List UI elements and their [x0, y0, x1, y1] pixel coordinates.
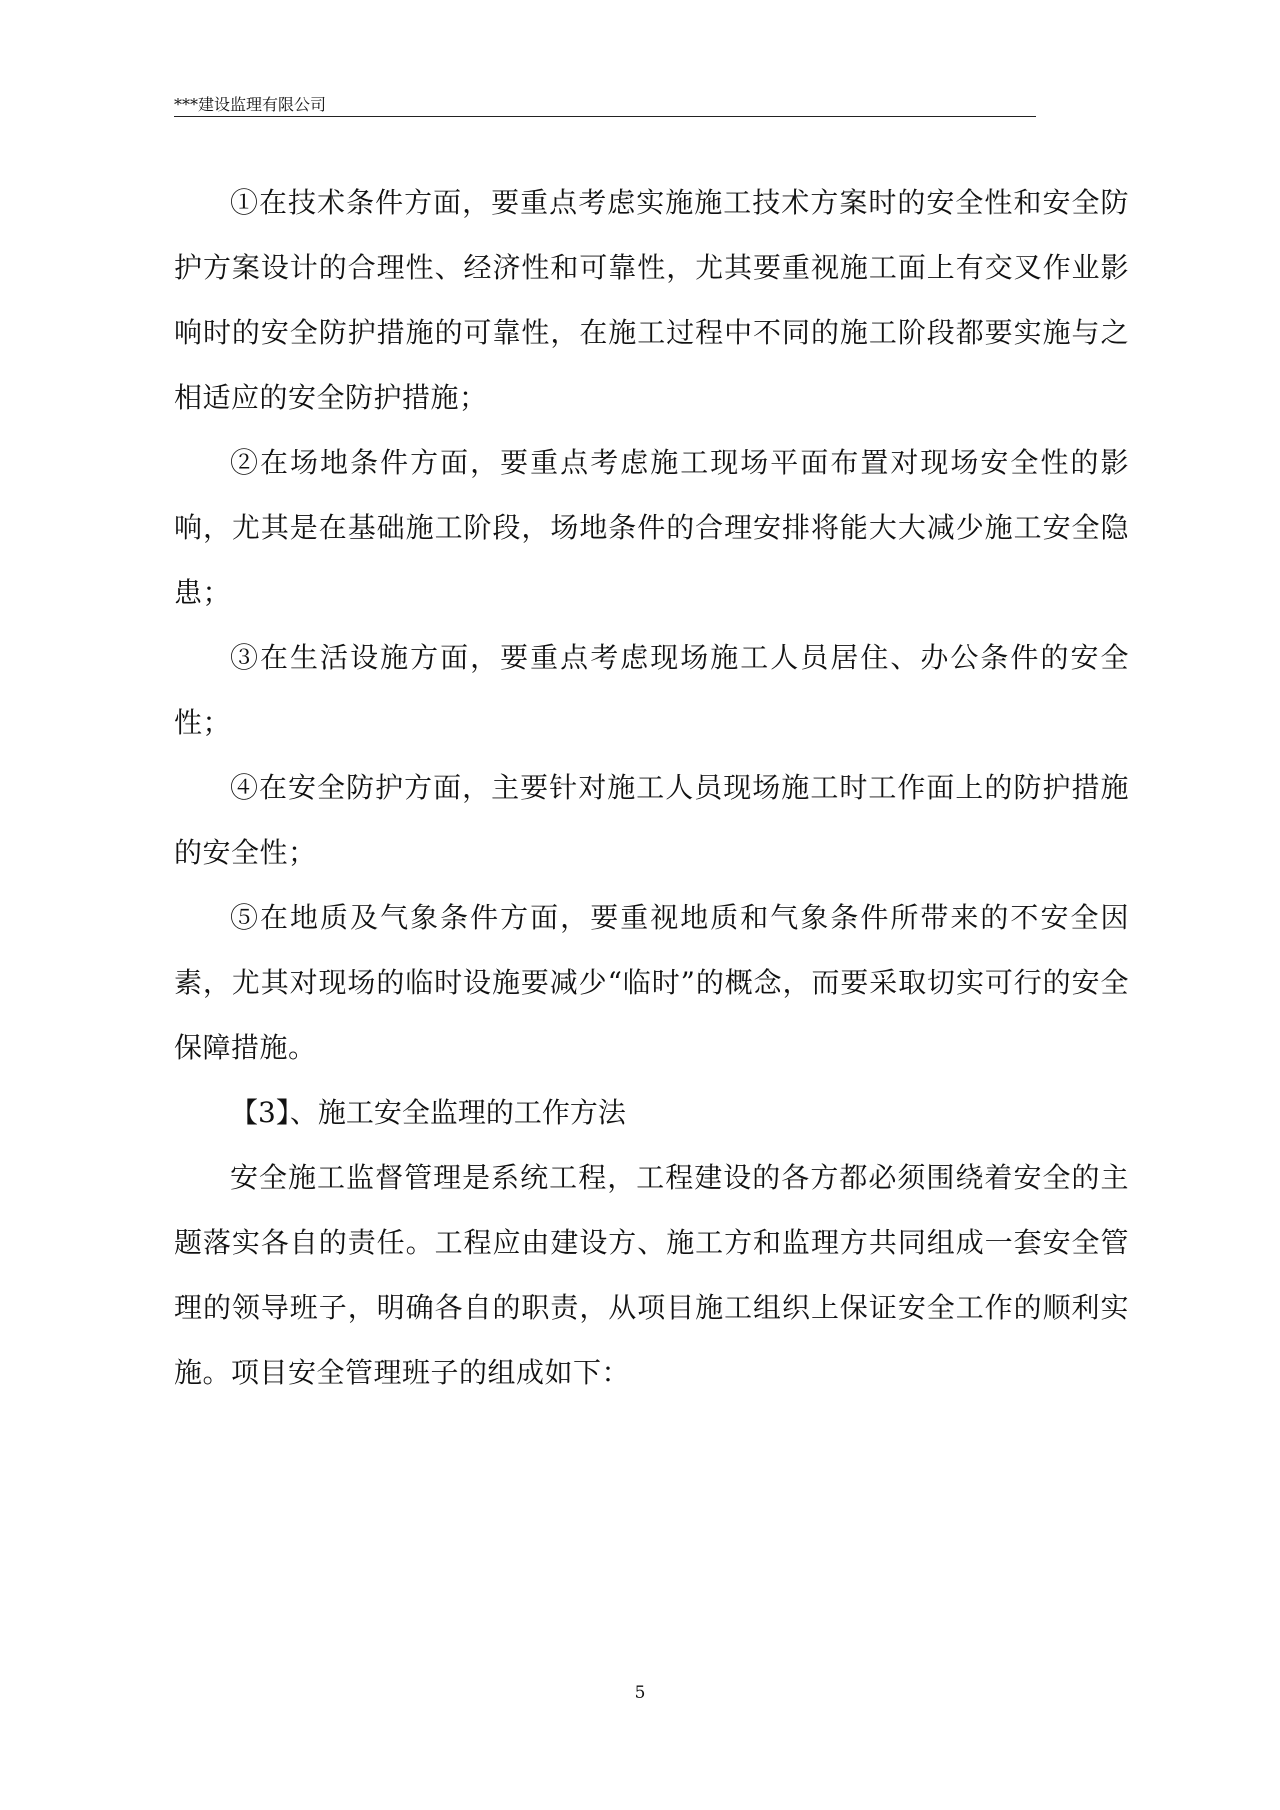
paragraph-geology-weather: ⑤在地质及气象条件方面，要重视地质和气象条件所带来的不安全因素，尤其对现场的临时设施要减少“临时”的概念，而要采取切实可行的安全保障措施。: [174, 901, 1129, 1064]
page-number: 5: [634, 1683, 646, 1703]
company-name: ***建设监理有限公司: [174, 95, 327, 114]
section-heading: 【3】、施工安全监理的工作方法: [230, 1096, 626, 1129]
paragraph-technical-conditions: ①在技术条件方面，要重点考虑实施施工技术方案时的安全性和安全防护方案设计的合理性、经济性和可靠性，尤其要重视施工面上有交叉作业影响时的安全防护措施的可靠性，在施工过程中不同的施工阶段都要实施与之相适应的安全防护措施；: [174, 186, 1129, 414]
document-body: [174, 170, 1129, 1405]
paragraph-site-conditions: ②在场地条件方面，要重点考虑施工现场平面布置对现场安全性的影响，尤其是在基础施工阶段，场地条件的合理安排将能大大减少施工安全隐患；: [174, 446, 1129, 609]
paragraph-work-method: 安全施工监督管理是系统工程，工程建设的各方都必须围绕着安全的主题落实各自的责任。工程应由建设方、施工方和监理方共同组成一套安全管理的领导班子，明确各自的职责，从项目施工组织上保证安全工作的顺利实施。项目安全管理班子的组成如下：: [174, 1161, 1129, 1389]
paragraph-safety-protection: ④在安全防护方面，主要针对施工人员现场施工时工作面上的防护措施的安全性；: [174, 771, 1129, 869]
paragraph-living-facilities: ③在生活设施方面，要重点考虑现场施工人员居住、办公条件的安全性；: [174, 641, 1129, 739]
page-header: [174, 94, 1036, 117]
